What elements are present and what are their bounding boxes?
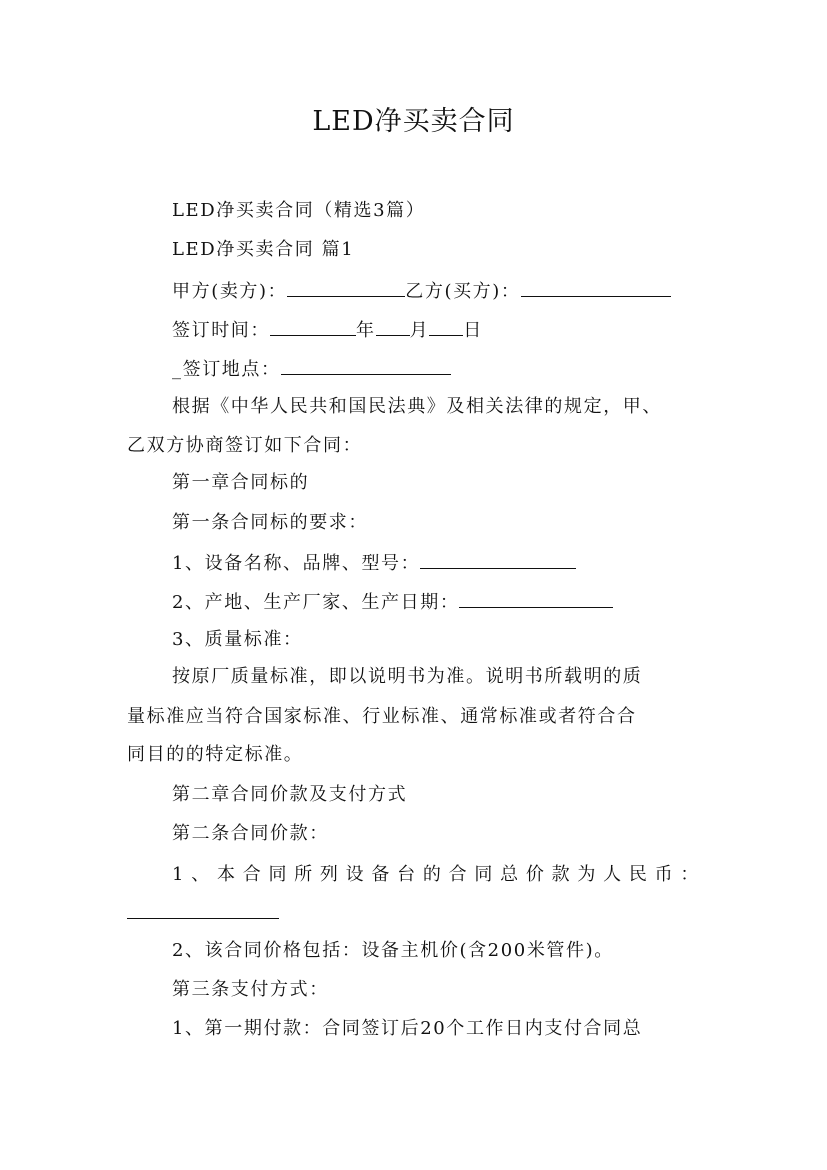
intro-line-2: 乙双方协商签订如下合同：	[127, 435, 363, 456]
article-2-heading: 第二条合同价款：	[172, 823, 329, 844]
sign-month-blank[interactable]	[376, 316, 410, 336]
origin-blank[interactable]	[459, 588, 613, 608]
article-3-heading: 第三条支付方式：	[172, 979, 329, 1000]
sign-year-blank[interactable]	[270, 316, 356, 336]
section-heading: LED净买卖合同 篇1	[172, 239, 355, 260]
price-line-1: 1、本合同所列设备台的合同总价款为人民币：	[172, 864, 700, 885]
party-b-label: 乙方(买方)：	[405, 281, 521, 302]
document-subtitle: LED净买卖合同（精选3篇）	[172, 200, 426, 221]
item-origin	[172, 588, 613, 616]
chapter-2-heading: 第二章合同价款及支付方式	[172, 784, 408, 805]
day-label: 日	[463, 320, 483, 341]
quality-line-2: 量标准应当符合国家标准、行业标准、通常标准或者符合合	[127, 706, 637, 727]
party-a-label: 甲方(卖方)：	[172, 281, 288, 302]
month-label: 月	[409, 320, 430, 341]
quality-line-1: 按原厂质量标准，即以说明书为准。说明书所载明的质	[172, 666, 643, 687]
item-equipment-name	[172, 549, 576, 577]
sign-place-blank[interactable]	[281, 355, 451, 375]
party-a-blank[interactable]	[287, 277, 405, 297]
payment-line-1: 1、第一期付款：合同签订后20个工作日内支付合同总	[172, 1018, 643, 1039]
item-quality-standard: 3、质量标准：	[172, 629, 303, 650]
equipment-name-blank[interactable]	[420, 549, 576, 569]
sign-time-line	[172, 316, 483, 344]
article-1-heading: 第一条合同标的要求：	[172, 512, 368, 533]
item-origin-label: 2、产地、生产厂家、生产日期：	[172, 592, 460, 613]
sign-place-line	[172, 355, 451, 383]
year-label: 年	[356, 320, 376, 341]
party-b-blank[interactable]	[521, 277, 671, 297]
quality-line-3: 同目的的特定标准。	[127, 744, 304, 765]
chapter-1-heading: 第一章合同标的	[172, 472, 310, 493]
price-line-1-cont	[127, 899, 279, 927]
parties-line	[172, 277, 671, 305]
total-price-blank[interactable]	[127, 899, 279, 919]
sign-time-label: 签订时间：	[172, 320, 270, 341]
document-title: LED净买卖合同	[312, 106, 515, 137]
price-includes: 2、该合同价格包括：设备主机价(含200米管件)。	[172, 940, 614, 961]
sign-place-label: _签订地点：	[172, 359, 281, 380]
sign-day-blank[interactable]	[429, 316, 463, 336]
item-equipment-name-label: 1、设备名称、品牌、型号：	[172, 553, 421, 574]
intro-line-1: 根据《中华人民共和国民法典》及相关法律的规定，甲、	[172, 396, 662, 417]
